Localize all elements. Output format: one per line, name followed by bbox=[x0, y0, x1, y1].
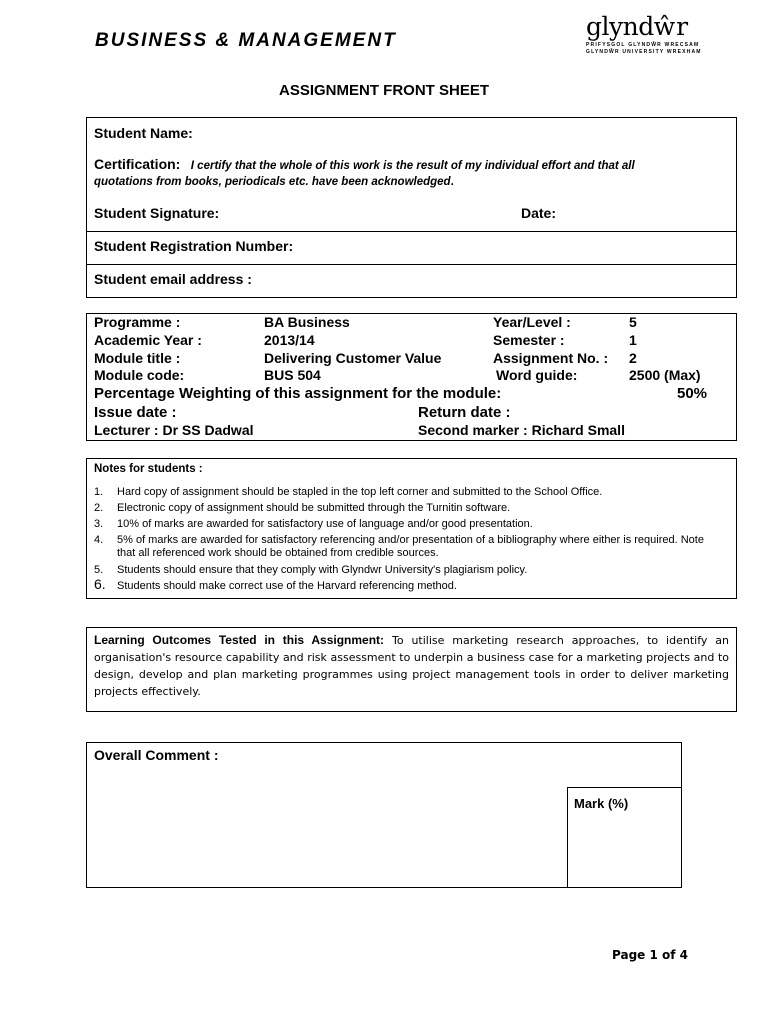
semester-value: 1 bbox=[629, 332, 637, 348]
return-date-label: Return date : bbox=[418, 404, 511, 421]
page-number: Page 1 of 4 bbox=[612, 948, 688, 962]
academic-year-label: Academic Year : bbox=[94, 332, 202, 348]
word-guide-value: 2500 (Max) bbox=[629, 367, 701, 383]
divider bbox=[87, 264, 736, 265]
academic-year-value: 2013/14 bbox=[264, 332, 315, 348]
divider bbox=[87, 231, 736, 232]
issue-date-label: Issue date : bbox=[94, 404, 177, 421]
module-code-value: BUS 504 bbox=[264, 367, 321, 383]
student-signature-label: Student Signature: bbox=[94, 205, 220, 221]
page-title: ASSIGNMENT FRONT SHEET bbox=[278, 82, 489, 99]
student-name-label: Student Name: bbox=[94, 125, 193, 141]
learning-outcomes-label: Learning Outcomes Tested in this Assignment: bbox=[94, 633, 385, 647]
mark-label: Mark (%) bbox=[574, 796, 629, 811]
weighting-value: 50% bbox=[677, 385, 708, 402]
logo-line-welsh: PRIFYSGOL GLYNDŴR WRECSAM bbox=[586, 42, 700, 48]
mark-box bbox=[567, 787, 682, 888]
second-marker: Second marker : Richard Small bbox=[418, 422, 625, 438]
notes-box: Notes for students : 1. Hard copy of assignment should be stapled in the top left corner and submitted to the School Office. 2. Electronic copy of assignment should be submitted through the Turnitin software. 3. 10% of marks are awarded for satisfactory use of language and/or good presentation. 4. 5% of marks are awarded for satisfactory referencing and/or presentation of a bibliography where either is required. Note that all referenced work should be obtained from credible sources. 5. Students should ensure that they comply with Glyndwr University's plagiarism policy. 6. Students should make correct use of the Harvard referencing method. bbox=[86, 458, 737, 599]
certification-text-line2: quotations from books, periodicals etc. have been acknowledged. bbox=[94, 176, 454, 188]
lecturer: Lecturer : Dr SS Dadwal bbox=[94, 422, 254, 438]
module-info-box bbox=[86, 313, 737, 441]
notes-heading: Notes for students : bbox=[94, 463, 203, 475]
year-level-label: Year/Level : bbox=[493, 314, 571, 330]
registration-number-label: Student Registration Number: bbox=[94, 238, 294, 254]
department-title: BUSINESS & MANAGEMENT bbox=[95, 30, 397, 51]
date-label: Date: bbox=[521, 205, 557, 221]
university-logo bbox=[586, 12, 702, 56]
module-code-label: Module code: bbox=[94, 367, 185, 383]
email-label: Student email address : bbox=[94, 271, 252, 287]
learning-outcomes-text bbox=[94, 632, 729, 700]
certification-label: Certification: bbox=[94, 156, 181, 172]
module-title-value: Delivering Customer Value bbox=[264, 350, 442, 366]
programme-label: Programme : bbox=[94, 314, 181, 330]
word-guide-label: Word guide: bbox=[496, 367, 578, 383]
comment-box bbox=[86, 742, 682, 888]
assignment-no-label: Assignment No. : bbox=[493, 350, 609, 366]
assignment-no-value: 2 bbox=[629, 350, 637, 366]
logo-line-english: GLYNDŴR UNIVERSITY WREXHAM bbox=[586, 49, 702, 55]
certification-text-line1: I certify that the whole of this work is the result of my individual effort and that all bbox=[190, 160, 635, 172]
year-level-value: 5 bbox=[629, 314, 637, 330]
learning-outcomes-description: To utilise marketing research approaches, to identify an organisation's resource capability and risk assessment to underpin a business case for a marketing projects and to design, develop and plan marketing programmes using project management tools in order to deliver marketing projects effectively. bbox=[94, 634, 729, 698]
module-title-label: Module title : bbox=[94, 350, 181, 366]
learning-outcomes-box bbox=[86, 627, 737, 712]
semester-label: Semester : bbox=[493, 332, 565, 348]
student-details-box bbox=[86, 117, 737, 298]
logo-wordmark: glyndŵr bbox=[586, 12, 688, 41]
weighting-label: Percentage Weighting of this assignment for the module: bbox=[94, 385, 502, 402]
certification-block bbox=[94, 156, 724, 174]
overall-comment-label: Overall Comment : bbox=[94, 747, 219, 763]
programme-value: BA Business bbox=[264, 314, 350, 330]
